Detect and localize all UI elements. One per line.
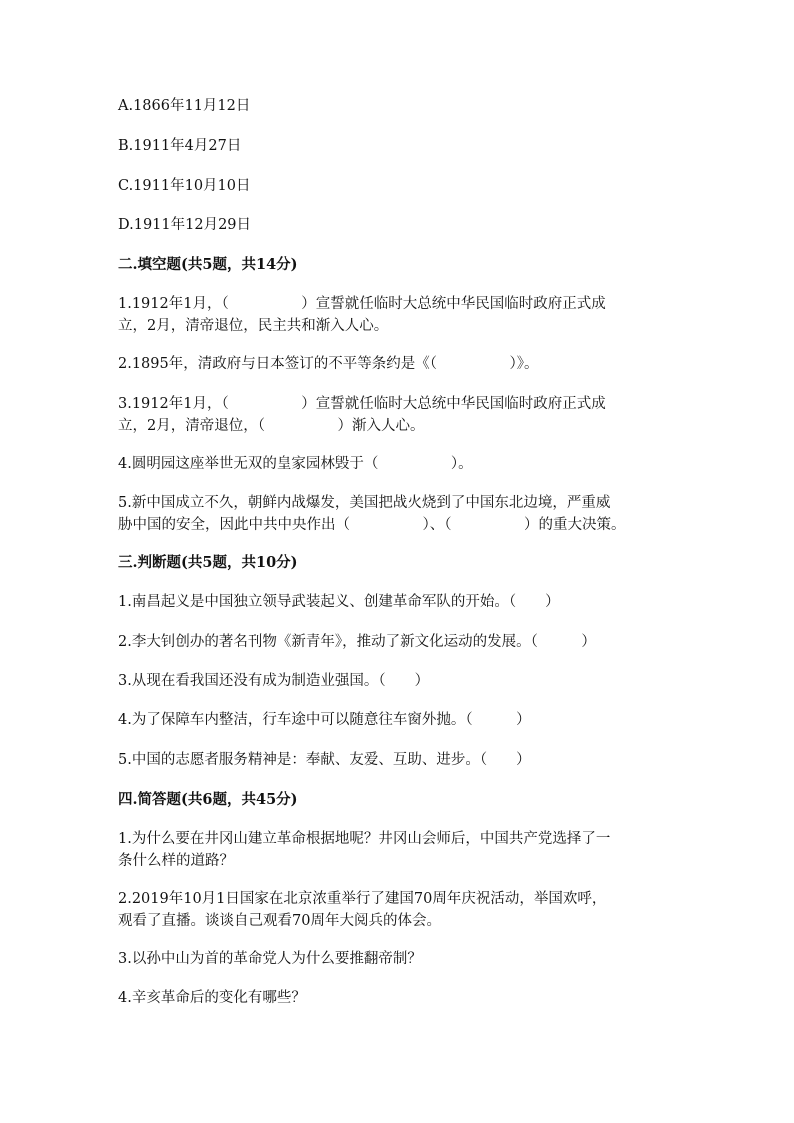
short-question-1-line-2: 条什么样的道路？ (118, 853, 234, 869)
short-question-4: 4.辛亥革命后的变化有哪些？ (118, 990, 306, 1006)
short-question-2-line-1: 2.2019年10月1日国家在北京浓重举行了建国70周年庆祝活动，举国欢呼， (118, 891, 607, 907)
section-heading-short: 四.简答题(共6题，共45分) (118, 791, 298, 808)
judge-question-2: 2.李大钊创办的著名刊物《新青年》，推动了新文化运动的发展。（ ） (118, 634, 596, 650)
option-b: B.1911年4月27日 (118, 138, 242, 154)
option-c: C.1911年10月10日 (118, 178, 251, 194)
fill-question-5 (118, 492, 678, 536)
judge-question-1: 1.南昌起义是中国独立领导武装起义、创建革命军队的开始。（ ） (118, 594, 560, 610)
section-heading-judge: 三.判断题(共5题，共10分) (118, 554, 298, 571)
fill-question-3 (118, 393, 678, 437)
section-heading-fill: 二.填空题(共5题，共14分) (118, 256, 298, 273)
fill-question-1 (118, 293, 678, 337)
short-question-2 (118, 888, 678, 932)
short-question-1 (118, 828, 678, 872)
fill-question-2: 2.1895年，清政府与日本签订的不平等条约是《（ ）》。 (118, 356, 539, 372)
judge-question-5: 5.中国的志愿者服务精神是：奉献、友爱、互助、进步。（ ） (118, 752, 531, 768)
fill-question-3-line-2: 立，2月，清帝退位，（ ）渐入人心。 (118, 418, 425, 434)
short-question-1-line-1: 1.为什么要在井冈山建立革命根据地呢？井冈山会师后，中国共产党选择了一 (118, 831, 611, 847)
fill-question-3-line-1: 3.1912年1月，（ ）宣誓就任临时大总统中华民国临时政府正式成 (118, 396, 606, 412)
judge-question-4: 4.为了保障车内整洁，行车途中可以随意往车窗外抛。（ ） (118, 712, 531, 728)
fill-question-1-line-1: 1.1912年1月，（ ）宣誓就任临时大总统中华民国临时政府正式成 (118, 296, 606, 312)
fill-question-4: 4.圆明园这座举世无双的皇家园林毁于（ ）。 (118, 456, 473, 472)
short-question-3: 3.以孙中山为首的革命党人为什么要推翻帝制？ (118, 951, 422, 967)
fill-question-1-line-2: 立，2月，清帝退位，民主共和渐入人心。 (118, 318, 389, 334)
option-a: A.1866年11月12日 (118, 98, 251, 114)
fill-question-5-line-1: 5.新中国成立不久，朝鲜内战爆发，美国把战火烧到了中国东北边境，严重威 (118, 495, 611, 511)
judge-question-3: 3.从现在看我国还没有成为制造业强国。（ ） (118, 673, 430, 689)
short-question-2-line-2: 观看了直播。谈谈自己观看70周年大阅兵的体会。 (118, 913, 441, 929)
fill-question-5-line-2: 胁中国的安全，因此中共中央作出（ ）、（ ）的重大决策。 (118, 517, 626, 533)
option-d: D.1911年12月29日 (118, 217, 252, 233)
